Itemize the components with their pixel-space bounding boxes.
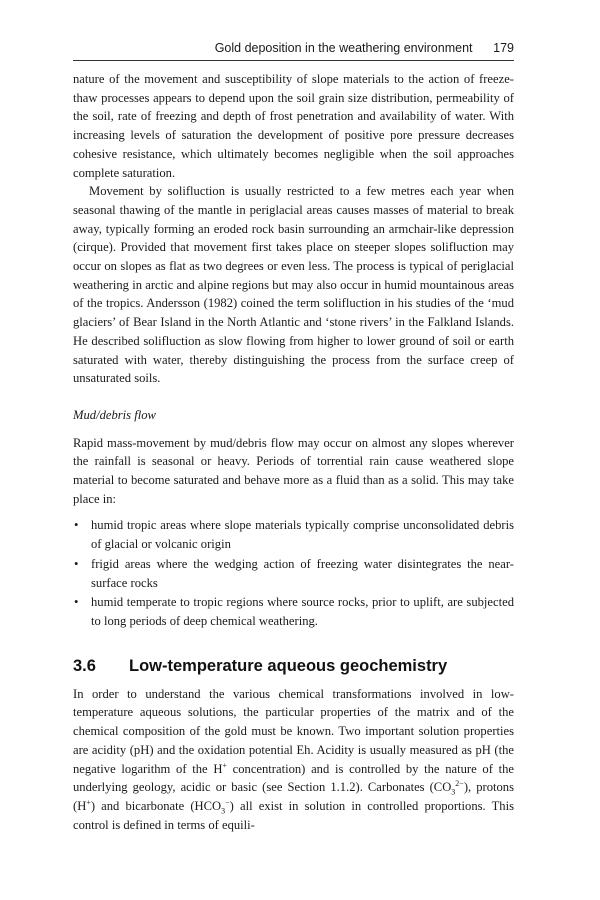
bullet-item <box>73 555 514 592</box>
running-header <box>73 38 514 58</box>
running-title: Gold deposition in the weathering environment <box>214 41 473 55</box>
bullet-text: humid temperate to tropic regions where source rocks, prior to uplift, are subjected to long periods of deep chemical weathering. <box>91 595 514 628</box>
book-page <box>73 38 514 834</box>
bullet-icon: • <box>74 556 79 571</box>
text-run: concentration) and is controlled by the nature of the underlying geology, acidic or basic (see Section 1.1.2). Carbonates (CO <box>73 761 514 795</box>
page-number: 179 <box>493 41 514 55</box>
superscript: + <box>86 797 91 807</box>
bullet-text: humid tropic areas where slope materials typically comprise unconsolidated debris of glacial or volcanic origin <box>91 518 514 552</box>
bullet-text: frigid areas where the wedging action of freezing water disintegrates the near-surface rocks <box>91 556 514 590</box>
superscript: − <box>225 797 230 807</box>
superscript: + <box>222 760 227 770</box>
main-text <box>73 70 514 834</box>
bullet-icon: • <box>74 595 79 610</box>
text-run: ), protons (H <box>73 780 514 813</box>
bullet-icon: • <box>74 518 79 533</box>
section-heading <box>73 655 514 677</box>
bullet-item <box>73 593 514 630</box>
superscript: 2− <box>455 779 464 789</box>
section-title: Low-temperature aqueous geochemistry <box>129 656 448 675</box>
text-run: ) and bicarbonate (HCO <box>90 798 222 813</box>
bullet-list <box>73 516 514 630</box>
paragraph-mudflow: Rapid mass-movement by mud/debris flow may occur on almost any slopes wherever the rainfall is seasonal or heavy. Periods of torrential rain cause weathered slope material to become saturated and behave more as a fluid than as a solid. This may take place in: <box>73 435 514 506</box>
bullet-item <box>73 516 514 553</box>
paragraph-continued: nature of the movement and susceptibility of slope materials to the action of freeze-thaw processes appears to depend upon the soil grain size distribution, permeability of the soil, rate of freezing and depth of frost penetration and availability of water. With increasing levels of saturation the development of positive pore pressure decreases cohesive resistance, which ultimately becomes negligible when the soil approaches complete saturation. <box>73 72 514 180</box>
paragraph-solifluction: Movement by solifluction is usually restricted to a few metres each year when seasonal thawing of the mantle in periglacial areas causes masses of material to break away, typically forming an eroded rock basin surrounding an armchair-like depression (cirque). Provided that movement first takes place on steeper slopes solifluction may occur on slopes as flat as two degrees or even less. The process is typical of periglacial weathering in arctic and alpine regions but may also occur in humid mountainous areas of the tropics. Andersson (1982) coined the term solifluction in his studies of the ‘mud glaciers’ of Bear Island in the North Atlantic and ‘stone rivers’ in the Falkland Islands. He described solifluction as slow flowing from higher to lower ground of soil or earth saturated with water, thereby distinguishing the process from the surface creep of unsaturated soils. <box>73 184 514 386</box>
section-number: 3.6 <box>73 656 96 675</box>
subscript: 3 <box>221 806 226 816</box>
header-rule <box>73 60 514 61</box>
subscript: 3 <box>451 787 456 797</box>
paragraph-geochemistry <box>73 685 514 835</box>
text-run: ) all exist in solution in controlled proportions. This control is defined in terms of equili- <box>73 798 514 832</box>
subsection-heading: Mud/debris flow <box>73 407 156 422</box>
text-run: In order to understand the various chemical transformations involved in low-temperature aqueous solutions, the particular properties of the matrix and of the chemical composition of the gold must be known. Two important solution properties are acidity (pH) and the oxidation potential Eh. Acidity is usually measured as pH (the negative logarithm of the H <box>73 686 514 776</box>
